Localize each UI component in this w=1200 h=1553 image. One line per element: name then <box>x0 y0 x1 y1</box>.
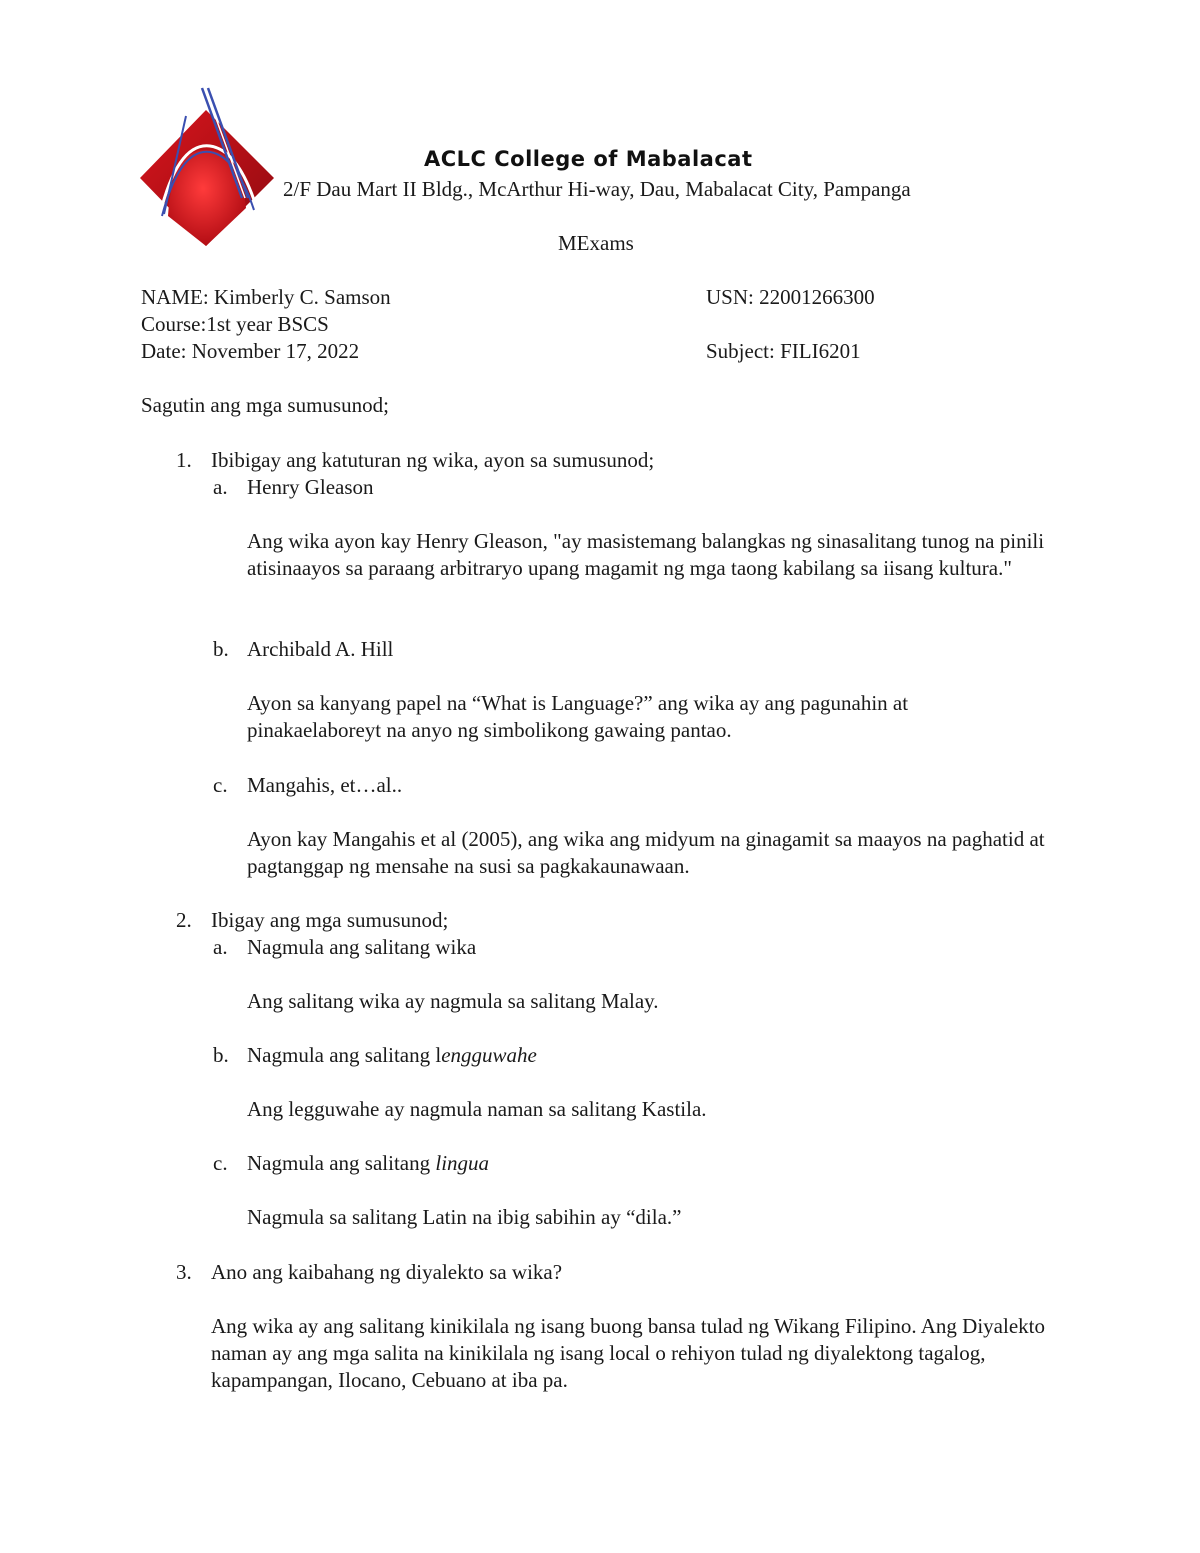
item-label <box>247 1150 489 1177</box>
exam-subject: Subject: FILI6201 <box>706 339 861 363</box>
student-name: NAME: Kimberly C. Samson <box>141 285 391 309</box>
exam-date: Date: November 17, 2022 <box>141 339 360 363</box>
item-answer: Ang salitang wika ay nagmula sa salitang Malay. <box>247 989 659 1013</box>
item-answer: Ayon kay Mangahis et al (2005), ang wika ang midyum na ginagamit sa maayos na paghatid at pagtanggap ng mensahe na susi sa pagkakaunawaan. <box>247 827 1045 878</box>
item-label <box>247 1042 537 1069</box>
item-answer: Ang legguwahe ay nagmula naman sa salitang Kastila. <box>247 1097 707 1121</box>
item-label-italic: engguwahe <box>441 1043 537 1067</box>
item-label-prefix: Nagmula ang salitang l <box>247 1043 442 1067</box>
item-answer: Ang wika ayon kay Henry Gleason, "ay masistemang balangkas ng sinasalitang tunog na pinili atisinaayos sa paraang arbitraryo upang magamit ng mga taong kabilang sa iisang kultura." <box>247 529 1045 580</box>
question-text: Ano ang kaibahang ng diyalekto sa wika? <box>211 1260 563 1284</box>
exam-title: MExams <box>558 231 634 255</box>
question-text: Ibigay ang mga sumusunod; <box>211 908 449 932</box>
item-label: Henry Gleason <box>247 475 374 499</box>
question-number: 1. <box>176 448 192 472</box>
college-logo <box>138 86 278 248</box>
student-usn: USN: 22001266300 <box>706 285 875 309</box>
item-answer: Nagmula sa salitang Latin na ibig sabihin ay “dila.” <box>247 1205 682 1229</box>
item-label: Mangahis, et…al.. <box>247 773 403 797</box>
college-address: 2/F Dau Mart II Bldg., McArthur Hi-way, Dau, Mabalacat City, Pampanga <box>283 177 911 201</box>
item-answer: Ayon sa kanyang papel na “What is Language?” ang wika ay ang pagunahin at pinakaelaboreyt na anyo ng simbolikong gawaing pantao. <box>247 691 909 742</box>
item-letter: c. <box>213 1151 228 1175</box>
student-course: Course:1st year BSCS <box>141 312 329 336</box>
item-letter: a. <box>213 935 228 959</box>
instruction: Sagutin ang mga sumusunod; <box>141 393 389 417</box>
item-label: Nagmula ang salitang wika <box>247 935 477 959</box>
item-label-italic: lingua <box>435 1151 490 1175</box>
question-text: Ibibigay ang katuturan ng wika, ayon sa sumusunod; <box>211 448 655 472</box>
question-number: 2. <box>176 908 192 932</box>
item-label: Archibald A. Hill <box>247 637 394 661</box>
question-answer: Ang wika ay ang salitang kinikilala ng isang buong bansa tulad ng Wikang Filipino. Ang Diyalekto naman ay ang mga salita na kinikilala ng isang local o rehiyon tulad ng diyalektong tagalog, kapampangan, Ilocano, Cebuano at iba pa. <box>211 1314 1045 1392</box>
item-letter: b. <box>213 1043 229 1067</box>
item-letter: a. <box>213 475 228 499</box>
question-number: 3. <box>176 1260 192 1284</box>
item-label-prefix: Nagmula ang salitang <box>247 1151 436 1175</box>
college-name: ACLC College of Mabalacat <box>424 147 753 171</box>
item-letter: c. <box>213 773 228 797</box>
item-letter: b. <box>213 637 229 661</box>
